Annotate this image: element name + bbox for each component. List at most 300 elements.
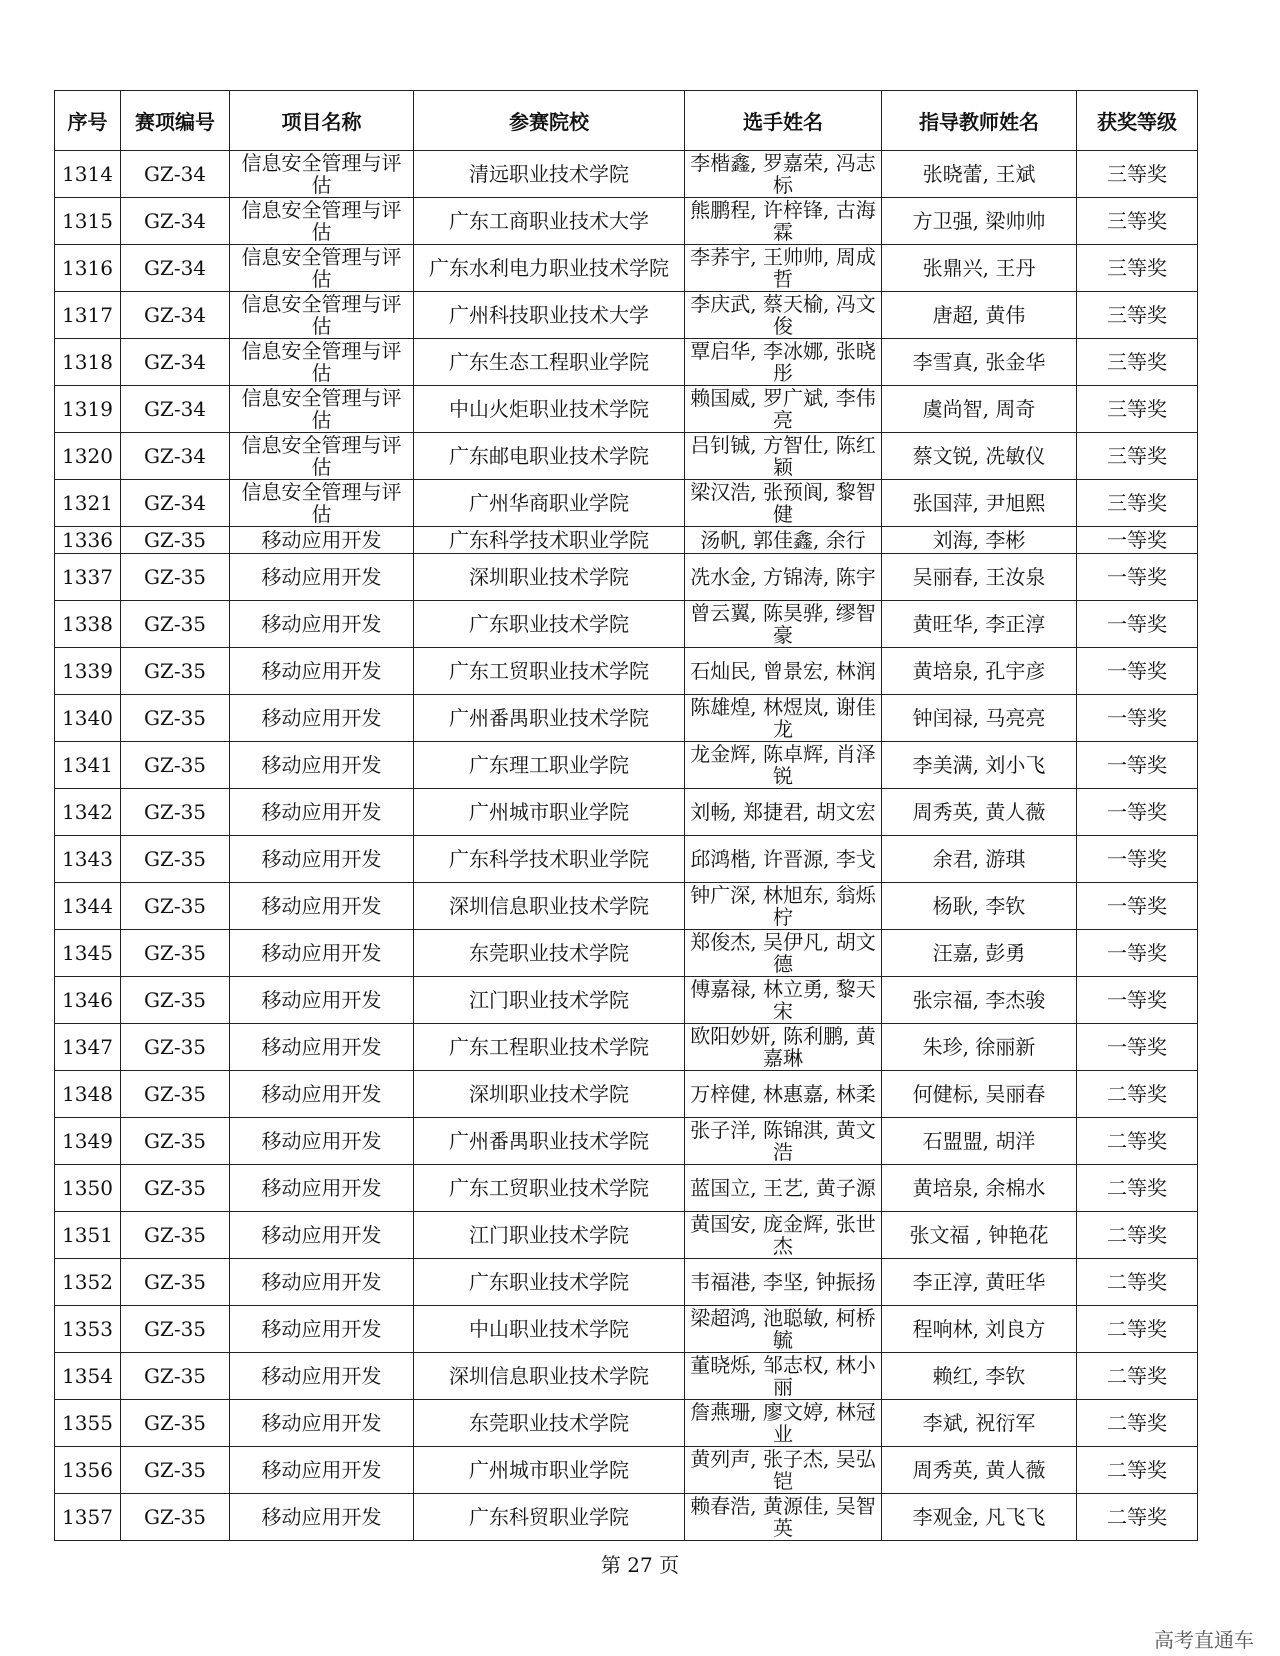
cell-serial-text: 1357	[62, 1506, 113, 1528]
cell-students	[685, 1071, 882, 1118]
cell-award	[1077, 789, 1198, 836]
cell-students	[685, 433, 882, 480]
cell-teachers-text: 虞尚智, 周奇	[922, 398, 1036, 420]
cell-serial	[55, 695, 121, 742]
header-teachers: 指导教师姓名	[882, 91, 1077, 151]
cell-award-text: 二等奖	[1107, 1365, 1167, 1387]
cell-students-text: 邱鸿楷, 许晋源, 李戈	[690, 848, 876, 870]
cell-serial-text: 1344	[62, 895, 113, 917]
cell-event-code	[121, 151, 230, 198]
cell-students	[685, 1024, 882, 1071]
cell-teachers-text: 赖红, 李钦	[932, 1365, 1026, 1387]
cell-event-code-text: GZ-35	[143, 1318, 207, 1340]
cell-students-text: 熊鹏程, 许梓锋, 古海霖	[690, 199, 876, 243]
cell-serial-text: 1321	[62, 492, 113, 514]
cell-project-name-text: 移动应用开发	[261, 613, 382, 635]
cell-project-name-text: 信息安全管理与评估	[241, 387, 402, 431]
cell-event-code	[121, 977, 230, 1024]
cell-event-code-text: GZ-35	[143, 566, 207, 588]
cell-serial-text: 1338	[62, 613, 113, 635]
cell-event-code-text: GZ-35	[143, 613, 207, 635]
cell-teachers-text: 黄培泉, 孔宇彦	[912, 660, 1046, 682]
table-row	[55, 836, 1198, 883]
cell-award-text: 一等奖	[1107, 528, 1167, 552]
cell-event-code	[121, 292, 230, 339]
cell-students	[685, 245, 882, 292]
cell-school-text: 中山火炬职业技术学院	[449, 398, 649, 420]
cell-serial	[55, 836, 121, 883]
cell-event-code-text: GZ-35	[143, 707, 207, 729]
cell-award-text: 三等奖	[1107, 163, 1167, 185]
cell-project-name	[230, 292, 414, 339]
cell-teachers-text: 张宗福, 李杰骏	[912, 989, 1046, 1011]
table-row	[55, 695, 1198, 742]
cell-serial-text: 1315	[62, 210, 113, 232]
cell-event-code	[121, 883, 230, 930]
cell-event-code	[121, 386, 230, 433]
cell-award-text: 一等奖	[1107, 848, 1167, 870]
table-row	[55, 1118, 1198, 1165]
cell-students	[685, 1353, 882, 1400]
cell-serial-text: 1341	[62, 754, 113, 776]
cell-students-text: 覃启华, 李冰娜, 张晓彤	[690, 340, 876, 384]
cell-project-name	[230, 1259, 414, 1306]
cell-teachers	[882, 836, 1077, 883]
cell-award	[1077, 527, 1198, 554]
cell-school-text: 广东科贸职业学院	[469, 1506, 629, 1528]
cell-school-text: 深圳信息职业技术学院	[449, 1365, 649, 1387]
cell-serial-text: 1316	[62, 257, 113, 279]
table-body	[55, 151, 1198, 1541]
cell-project-name-text: 移动应用开发	[261, 1083, 382, 1105]
cell-serial	[55, 1259, 121, 1306]
cell-award-text: 一等奖	[1107, 613, 1167, 635]
cell-award	[1077, 1306, 1198, 1353]
cell-event-code	[121, 527, 230, 554]
cell-project-name	[230, 836, 414, 883]
cell-serial	[55, 789, 121, 836]
cell-event-code-text: GZ-34	[143, 163, 207, 185]
cell-teachers-text: 李正淳, 黄旺华	[912, 1271, 1046, 1293]
cell-teachers	[882, 601, 1077, 648]
cell-event-code	[121, 1118, 230, 1165]
cell-award-text: 二等奖	[1107, 1318, 1167, 1340]
cell-project-name	[230, 1353, 414, 1400]
cell-teachers	[882, 742, 1077, 789]
cell-serial-text: 1355	[62, 1412, 113, 1434]
cell-teachers-text: 张晓蕾, 王斌	[922, 163, 1036, 185]
cell-project-name	[230, 789, 414, 836]
cell-school	[414, 1353, 685, 1400]
cell-serial-text: 1343	[62, 848, 113, 870]
cell-students	[685, 1447, 882, 1494]
cell-students	[685, 836, 882, 883]
cell-students-text: 韦福港, 李坚, 钟振扬	[690, 1271, 876, 1293]
cell-award	[1077, 601, 1198, 648]
cell-students-text: 欧阳妙妍, 陈利鹏, 黄嘉琳	[690, 1025, 876, 1069]
cell-students-text: 陈雄煌, 林煜岚, 谢佳龙	[690, 696, 876, 740]
cell-school	[414, 245, 685, 292]
cell-event-code-text: GZ-34	[143, 492, 207, 514]
cell-serial	[55, 1165, 121, 1212]
cell-school	[414, 1400, 685, 1447]
cell-students	[685, 292, 882, 339]
table-row	[55, 1447, 1198, 1494]
cell-award-text: 一等奖	[1107, 801, 1167, 823]
cell-school	[414, 480, 685, 527]
cell-project-name	[230, 151, 414, 198]
cell-school	[414, 1259, 685, 1306]
cell-serial	[55, 977, 121, 1024]
cell-teachers-text: 方卫强, 梁帅帅	[912, 210, 1046, 232]
table-row	[55, 742, 1198, 789]
cell-project-name-text: 移动应用开发	[261, 848, 382, 870]
cell-project-name-text: 移动应用开发	[261, 1036, 382, 1058]
cell-students	[685, 151, 882, 198]
cell-event-code-text: GZ-35	[143, 801, 207, 823]
cell-students-text: 詹燕珊, 廖文婷, 林冠业	[690, 1401, 876, 1445]
cell-event-code	[121, 601, 230, 648]
cell-teachers-text: 石盟盟, 胡洋	[922, 1130, 1036, 1152]
cell-award	[1077, 1071, 1198, 1118]
cell-award-text: 二等奖	[1107, 1459, 1167, 1481]
cell-award	[1077, 648, 1198, 695]
cell-students	[685, 601, 882, 648]
cell-project-name-text: 信息安全管理与评估	[241, 481, 402, 525]
header-award: 获奖等级	[1077, 91, 1198, 151]
cell-event-code-text: GZ-35	[143, 1271, 207, 1293]
cell-project-name	[230, 245, 414, 292]
cell-students-text: 龙金辉, 陈卓辉, 肖泽锐	[690, 743, 876, 787]
cell-award	[1077, 1165, 1198, 1212]
header-school: 参赛院校	[414, 91, 685, 151]
cell-teachers-text: 周秀英, 黄人薇	[912, 1459, 1046, 1481]
cell-award-text: 一等奖	[1107, 566, 1167, 588]
cell-school-text: 江门职业技术学院	[469, 1224, 629, 1246]
cell-school	[414, 1306, 685, 1353]
cell-school-text: 广州城市职业学院	[469, 801, 629, 823]
cell-project-name	[230, 1306, 414, 1353]
cell-teachers	[882, 480, 1077, 527]
cell-students	[685, 695, 882, 742]
cell-award	[1077, 292, 1198, 339]
table-row	[55, 198, 1198, 245]
cell-students-text: 万梓健, 林惠嘉, 林柔	[690, 1083, 876, 1105]
table-row	[55, 527, 1198, 554]
cell-serial	[55, 1353, 121, 1400]
cell-award-text: 一等奖	[1107, 707, 1167, 729]
cell-project-name	[230, 480, 414, 527]
page-number: 第 27 页	[600, 1553, 680, 1577]
cell-event-code	[121, 554, 230, 601]
cell-teachers-text: 周秀英, 黄人薇	[912, 801, 1046, 823]
cell-project-name-text: 移动应用开发	[261, 707, 382, 729]
cell-event-code-text: GZ-34	[143, 351, 207, 373]
cell-serial	[55, 198, 121, 245]
cell-school	[414, 292, 685, 339]
cell-teachers	[882, 695, 1077, 742]
cell-teachers	[882, 554, 1077, 601]
cell-serial	[55, 554, 121, 601]
cell-teachers-text: 蔡文锐, 冼敏仪	[912, 445, 1046, 467]
cell-school-text: 深圳信息职业技术学院	[449, 895, 649, 917]
cell-serial	[55, 480, 121, 527]
cell-award	[1077, 1400, 1198, 1447]
cell-teachers	[882, 198, 1077, 245]
table-row	[55, 1024, 1198, 1071]
cell-award	[1077, 742, 1198, 789]
cell-teachers	[882, 1353, 1077, 1400]
cell-serial	[55, 930, 121, 977]
cell-students	[685, 1212, 882, 1259]
cell-project-name-text: 移动应用开发	[261, 660, 382, 682]
cell-school-text: 东莞职业技术学院	[469, 1412, 629, 1434]
cell-event-code-text: GZ-35	[143, 1224, 207, 1246]
cell-school-text: 广东职业技术学院	[469, 1271, 629, 1293]
cell-teachers-text: 朱珍, 徐丽新	[922, 1036, 1036, 1058]
cell-award	[1077, 1118, 1198, 1165]
cell-teachers	[882, 1447, 1077, 1494]
cell-project-name-text: 移动应用开发	[261, 1271, 382, 1293]
cell-event-code	[121, 930, 230, 977]
table-header-row	[55, 91, 1198, 151]
cell-teachers	[882, 1071, 1077, 1118]
cell-school-text: 广东科学技术职业学院	[449, 528, 649, 552]
cell-teachers	[882, 292, 1077, 339]
cell-event-code	[121, 1071, 230, 1118]
cell-students-text: 李庆武, 蔡天榆, 冯文俊	[690, 293, 876, 337]
cell-project-name-text: 移动应用开发	[261, 529, 382, 551]
cell-school	[414, 977, 685, 1024]
cell-event-code-text: GZ-34	[143, 304, 207, 326]
cell-school	[414, 339, 685, 386]
header-event-code: 赛项编号	[121, 91, 230, 151]
cell-project-name	[230, 648, 414, 695]
cell-school	[414, 648, 685, 695]
cell-project-name	[230, 1494, 414, 1541]
cell-school-text: 清远职业技术学院	[469, 163, 629, 185]
cell-event-code	[121, 1494, 230, 1541]
cell-event-code	[121, 789, 230, 836]
cell-event-code-text: GZ-35	[143, 989, 207, 1011]
cell-teachers-text: 余君, 游琪	[932, 848, 1026, 870]
cell-serial	[55, 1447, 121, 1494]
cell-students-text: 汤帆, 郭佳鑫, 余行	[700, 529, 866, 551]
table-row	[55, 1400, 1198, 1447]
cell-teachers-text: 吴丽春, 王汝泉	[912, 566, 1046, 588]
cell-school-text: 广州华商职业学院	[469, 492, 629, 514]
cell-students	[685, 1165, 882, 1212]
cell-serial	[55, 245, 121, 292]
cell-project-name-text: 移动应用开发	[261, 1224, 382, 1246]
cell-event-code-text: GZ-34	[143, 257, 207, 279]
cell-teachers-text: 刘海, 李彬	[932, 528, 1026, 552]
table-row	[55, 1071, 1198, 1118]
cell-school-text: 深圳职业技术学院	[469, 1083, 629, 1105]
cell-school	[414, 1212, 685, 1259]
cell-teachers	[882, 1212, 1077, 1259]
cell-project-name	[230, 1024, 414, 1071]
table-row	[55, 339, 1198, 386]
cell-students-text: 钟广深, 林旭东, 翁烁柠	[690, 884, 876, 928]
cell-students-text: 冼水金, 方锦涛, 陈宇	[690, 566, 876, 588]
cell-serial-text: 1342	[62, 801, 113, 823]
cell-event-code-text: GZ-34	[143, 398, 207, 420]
cell-teachers	[882, 1400, 1077, 1447]
cell-school-text: 江门职业技术学院	[469, 989, 629, 1011]
cell-project-name-text: 移动应用开发	[261, 566, 382, 588]
header-students: 选手姓名	[685, 91, 882, 151]
cell-school-text: 广东工程职业技术学院	[449, 1036, 649, 1058]
cell-project-name	[230, 433, 414, 480]
cell-students	[685, 480, 882, 527]
cell-project-name	[230, 1165, 414, 1212]
cell-event-code-text: GZ-35	[143, 1412, 207, 1434]
table-row	[55, 245, 1198, 292]
cell-students-text: 张子洋, 陈锦淇, 黄文浩	[690, 1119, 876, 1163]
cell-project-name-text: 移动应用开发	[261, 1412, 382, 1434]
cell-school	[414, 554, 685, 601]
table-row	[55, 1494, 1198, 1541]
cell-project-name-text: 移动应用开发	[261, 1318, 382, 1340]
cell-project-name	[230, 1400, 414, 1447]
cell-school	[414, 1024, 685, 1071]
cell-project-name-text: 移动应用开发	[261, 754, 382, 776]
table-row	[55, 1259, 1198, 1306]
cell-teachers-text: 何健标, 吴丽春	[912, 1083, 1046, 1105]
cell-event-code-text: GZ-35	[143, 528, 207, 552]
cell-school	[414, 930, 685, 977]
cell-event-code	[121, 1212, 230, 1259]
cell-serial-text: 1352	[62, 1271, 113, 1293]
table-row	[55, 1306, 1198, 1353]
cell-event-code-text: GZ-35	[143, 660, 207, 682]
cell-serial-text: 1348	[62, 1083, 113, 1105]
cell-serial-text: 1347	[62, 1036, 113, 1058]
cell-students-text: 赖春浩, 黄源佳, 吴智英	[690, 1495, 876, 1539]
cell-teachers-text: 唐超, 黄伟	[932, 304, 1026, 326]
cell-school-text: 广东邮电职业技术学院	[449, 445, 649, 467]
cell-teachers-text: 张文福 , 钟艳花	[909, 1224, 1049, 1246]
cell-event-code	[121, 836, 230, 883]
cell-teachers	[882, 433, 1077, 480]
cell-award-text: 三等奖	[1107, 351, 1167, 373]
cell-award-text: 三等奖	[1107, 210, 1167, 232]
cell-award	[1077, 1494, 1198, 1541]
cell-serial	[55, 292, 121, 339]
cell-serial-text: 1336	[62, 528, 113, 552]
cell-project-name-text: 信息安全管理与评估	[241, 434, 402, 478]
cell-students-text: 黄列声, 张子杰, 吴弘铠	[690, 1448, 876, 1492]
cell-serial-text: 1354	[62, 1365, 113, 1387]
table-row	[55, 930, 1198, 977]
cell-award	[1077, 930, 1198, 977]
cell-event-code	[121, 1024, 230, 1071]
table-row	[55, 480, 1198, 527]
cell-serial	[55, 1494, 121, 1541]
cell-students-text: 梁超鸿, 池聪敏, 柯桥毓	[690, 1307, 876, 1351]
table-row	[55, 433, 1198, 480]
cell-teachers-text: 张国萍, 尹旭熙	[912, 492, 1046, 514]
cell-serial-text: 1314	[62, 163, 113, 185]
cell-students	[685, 527, 882, 554]
cell-project-name-text: 信息安全管理与评估	[241, 340, 402, 384]
cell-teachers	[882, 339, 1077, 386]
cell-serial	[55, 527, 121, 554]
table-row	[55, 789, 1198, 836]
cell-project-name-text: 移动应用开发	[261, 801, 382, 823]
cell-project-name	[230, 554, 414, 601]
cell-school	[414, 1165, 685, 1212]
cell-school	[414, 1118, 685, 1165]
cell-teachers	[882, 527, 1077, 554]
cell-serial	[55, 433, 121, 480]
cell-students-text: 吕钊铖, 方智仕, 陈红颖	[690, 434, 876, 478]
cell-event-code-text: GZ-35	[143, 1083, 207, 1105]
cell-award	[1077, 1212, 1198, 1259]
cell-event-code-text: GZ-35	[143, 754, 207, 776]
awards-table	[54, 90, 1198, 1541]
cell-school-text: 广东生态工程职业学院	[449, 351, 649, 373]
cell-school	[414, 883, 685, 930]
cell-serial-text: 1340	[62, 707, 113, 729]
table-row	[55, 292, 1198, 339]
cell-students	[685, 883, 882, 930]
cell-serial-text: 1350	[62, 1177, 113, 1199]
cell-school	[414, 601, 685, 648]
cell-project-name-text: 移动应用开发	[261, 895, 382, 917]
cell-award-text: 一等奖	[1107, 942, 1167, 964]
cell-students-text: 梁汉浩, 张预阆, 黎智健	[690, 481, 876, 525]
cell-serial	[55, 151, 121, 198]
cell-school-text: 东莞职业技术学院	[469, 942, 629, 964]
cell-serial-text: 1353	[62, 1318, 113, 1340]
cell-award	[1077, 386, 1198, 433]
cell-teachers	[882, 1165, 1077, 1212]
cell-students-text: 刘畅, 郑捷君, 胡文宏	[690, 801, 876, 823]
cell-students	[685, 930, 882, 977]
cell-school-text: 广东工贸职业技术学院	[449, 660, 649, 682]
cell-serial-text: 1317	[62, 304, 113, 326]
cell-award-text: 二等奖	[1107, 1271, 1167, 1293]
cell-serial	[55, 339, 121, 386]
cell-teachers	[882, 1024, 1077, 1071]
cell-school	[414, 386, 685, 433]
table-row	[55, 151, 1198, 198]
cell-project-name	[230, 386, 414, 433]
cell-serial-text: 1339	[62, 660, 113, 682]
cell-students	[685, 1259, 882, 1306]
cell-event-code	[121, 433, 230, 480]
cell-students-text: 蓝国立, 王艺, 黄子源	[690, 1177, 876, 1199]
cell-project-name	[230, 1212, 414, 1259]
table-row	[55, 1165, 1198, 1212]
cell-serial	[55, 1306, 121, 1353]
cell-award	[1077, 883, 1198, 930]
cell-serial	[55, 1400, 121, 1447]
cell-project-name-text: 信息安全管理与评估	[241, 246, 402, 290]
table-row	[55, 648, 1198, 695]
table-row	[55, 386, 1198, 433]
cell-project-name	[230, 883, 414, 930]
cell-project-name	[230, 742, 414, 789]
cell-teachers-text: 黄旺华, 李正淳	[912, 613, 1046, 635]
cell-serial-text: 1349	[62, 1130, 113, 1152]
cell-event-code	[121, 648, 230, 695]
cell-students-text: 李荞宇, 王帅帅, 周成哲	[690, 246, 876, 290]
cell-teachers	[882, 1494, 1077, 1541]
cell-award	[1077, 1259, 1198, 1306]
